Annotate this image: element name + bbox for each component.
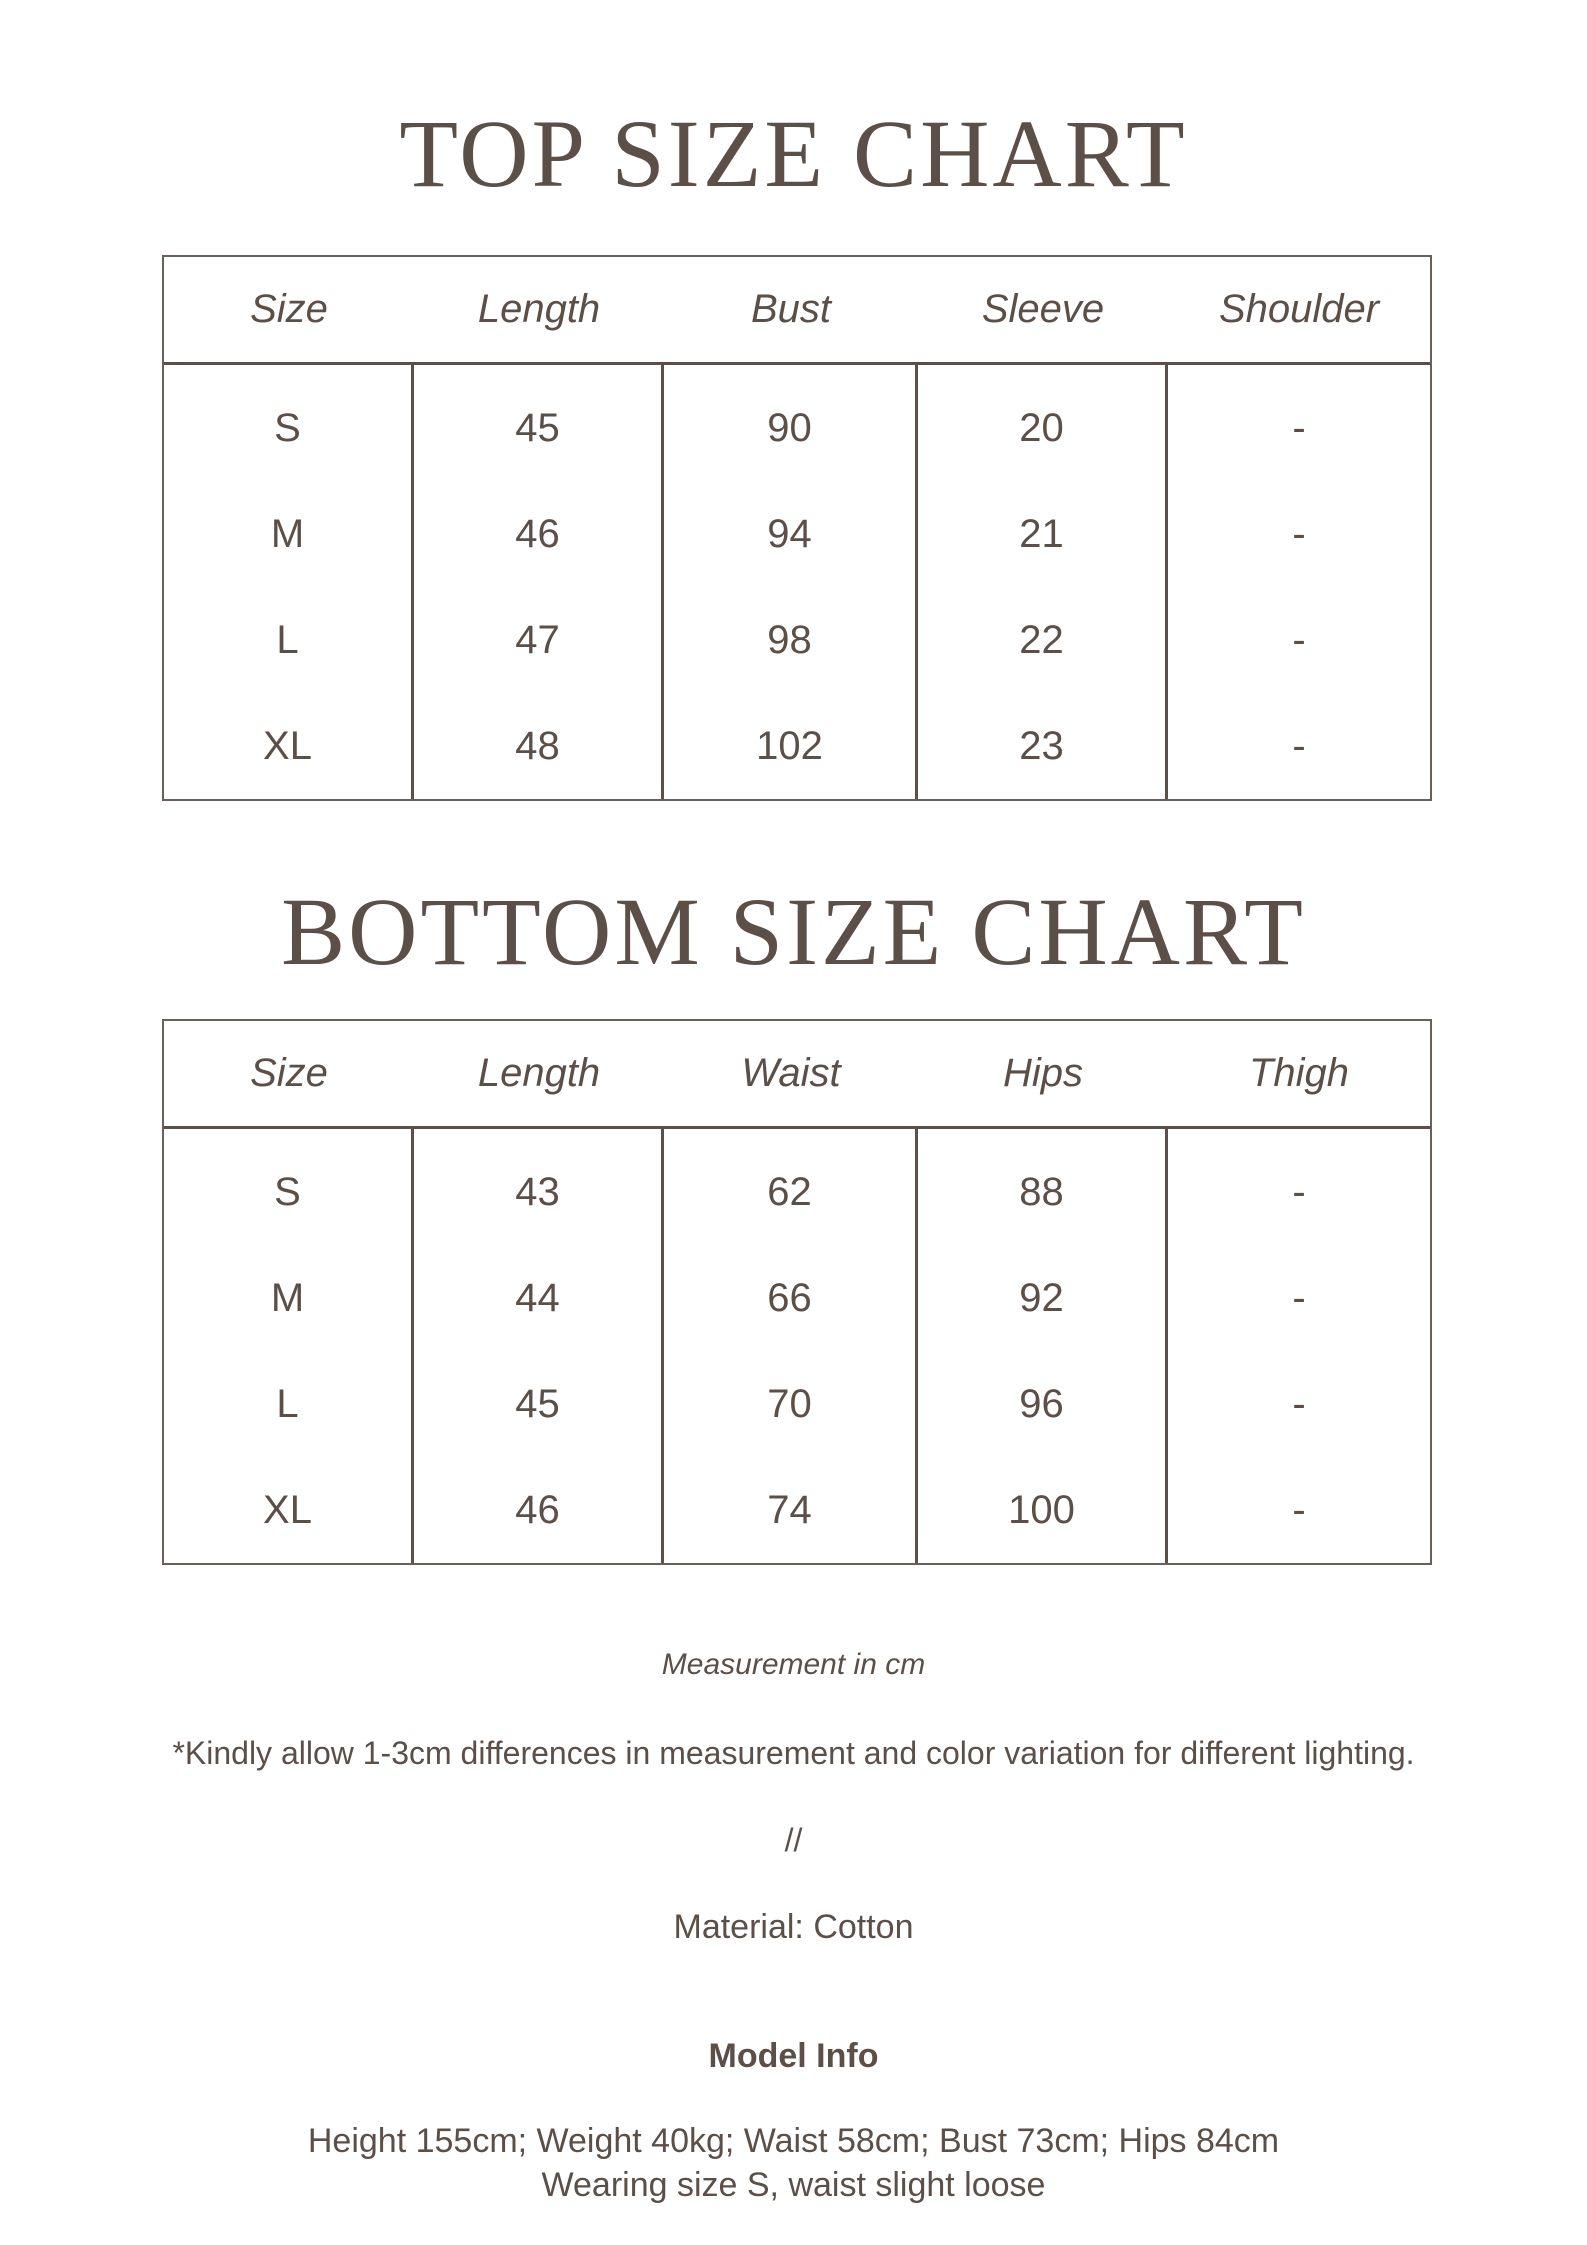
top-chart-title: TOP SIZE CHART	[399, 100, 1188, 207]
table-cell: 92	[1019, 1275, 1064, 1320]
bottom-table-body	[164, 1129, 1430, 1563]
table-cell: 45	[515, 405, 560, 450]
table-cell: L	[276, 617, 299, 662]
table-cell: L	[276, 1381, 299, 1426]
table-cell: 44	[515, 1275, 560, 1320]
bottom-column-hips	[918, 1129, 1168, 1563]
table-cell: 45	[515, 1381, 560, 1426]
bottom-header-thigh: Thigh	[1248, 1051, 1350, 1095]
table-cell: S	[274, 405, 301, 450]
bottom-header-hips: Hips	[1002, 1051, 1084, 1095]
top-column-bust	[664, 365, 918, 799]
top-column-size	[164, 365, 414, 799]
top-table-body	[164, 365, 1430, 799]
table-cell: -	[1292, 405, 1306, 450]
measurement-disclaimer: *Kindly allow 1-3cm differences in measurement and color variation for different lighting.	[172, 1735, 1415, 1771]
table-cell: -	[1292, 1487, 1306, 1532]
model-wearing-size: Wearing size S, waist slight loose	[541, 2166, 1046, 2204]
table-cell: 66	[767, 1275, 812, 1320]
table-cell: XL	[263, 723, 312, 768]
table-cell: 20	[1019, 405, 1064, 450]
top-table-header-row	[164, 257, 1430, 365]
table-cell: 94	[767, 511, 812, 556]
bottom-column-size	[164, 1129, 414, 1563]
table-cell: -	[1292, 1275, 1306, 1320]
bottom-header-waist: Waist	[741, 1051, 841, 1095]
top-column-sleeve	[918, 365, 1168, 799]
table-cell: 96	[1019, 1381, 1064, 1426]
top-header-bust: Bust	[750, 287, 832, 331]
table-cell: 43	[515, 1169, 560, 1214]
bottom-header-length: Length	[477, 1051, 601, 1095]
table-cell: 21	[1019, 511, 1064, 556]
top-header-length: Length	[477, 287, 601, 331]
bottom-column-thigh	[1168, 1129, 1430, 1563]
table-cell: 102	[756, 723, 823, 768]
table-cell: 98	[767, 617, 812, 662]
top-header-sleeve: Sleeve	[981, 287, 1105, 331]
table-cell: S	[274, 1169, 301, 1214]
table-cell: 46	[515, 1487, 560, 1532]
measurement-unit-note: Measurement in cm	[661, 1648, 926, 1681]
top-header-size: Size	[250, 287, 328, 331]
table-cell: -	[1292, 617, 1306, 662]
table-cell: XL	[263, 1487, 312, 1532]
table-cell: 100	[1008, 1487, 1075, 1532]
table-cell: -	[1292, 1169, 1306, 1214]
bottom-size-table	[162, 1019, 1432, 1565]
top-column-length	[414, 365, 664, 799]
material-info: Material: Cotton	[673, 1908, 914, 1946]
table-cell: 88	[1019, 1169, 1064, 1214]
top-size-table	[162, 255, 1432, 801]
bottom-header-size: Size	[250, 1051, 328, 1095]
table-cell: M	[270, 511, 305, 556]
table-cell: -	[1292, 723, 1306, 768]
top-header-shoulder: Shoulder	[1218, 287, 1380, 331]
table-cell: 22	[1019, 617, 1064, 662]
bottom-column-waist	[664, 1129, 918, 1563]
bottom-table-header-row	[164, 1021, 1430, 1129]
table-cell: 90	[767, 405, 812, 450]
section-divider: //	[784, 1822, 803, 1858]
table-cell: 74	[767, 1487, 812, 1532]
table-cell: 70	[767, 1381, 812, 1426]
model-measurements: Height 155cm; Weight 40kg; Waist 58cm; Bust 73cm; Hips 84cm	[307, 2122, 1280, 2160]
bottom-chart-title: BOTTOM SIZE CHART	[281, 878, 1306, 985]
table-cell: -	[1292, 511, 1306, 556]
top-column-shoulder	[1168, 365, 1430, 799]
table-cell: 62	[767, 1169, 812, 1214]
bottom-column-length	[414, 1129, 664, 1563]
table-cell: M	[270, 1275, 305, 1320]
table-cell: 48	[515, 723, 560, 768]
table-cell: 47	[515, 617, 560, 662]
table-cell: 23	[1019, 723, 1064, 768]
table-cell: -	[1292, 1381, 1306, 1426]
model-info-heading: Model Info	[708, 2037, 879, 2075]
table-cell: 46	[515, 511, 560, 556]
